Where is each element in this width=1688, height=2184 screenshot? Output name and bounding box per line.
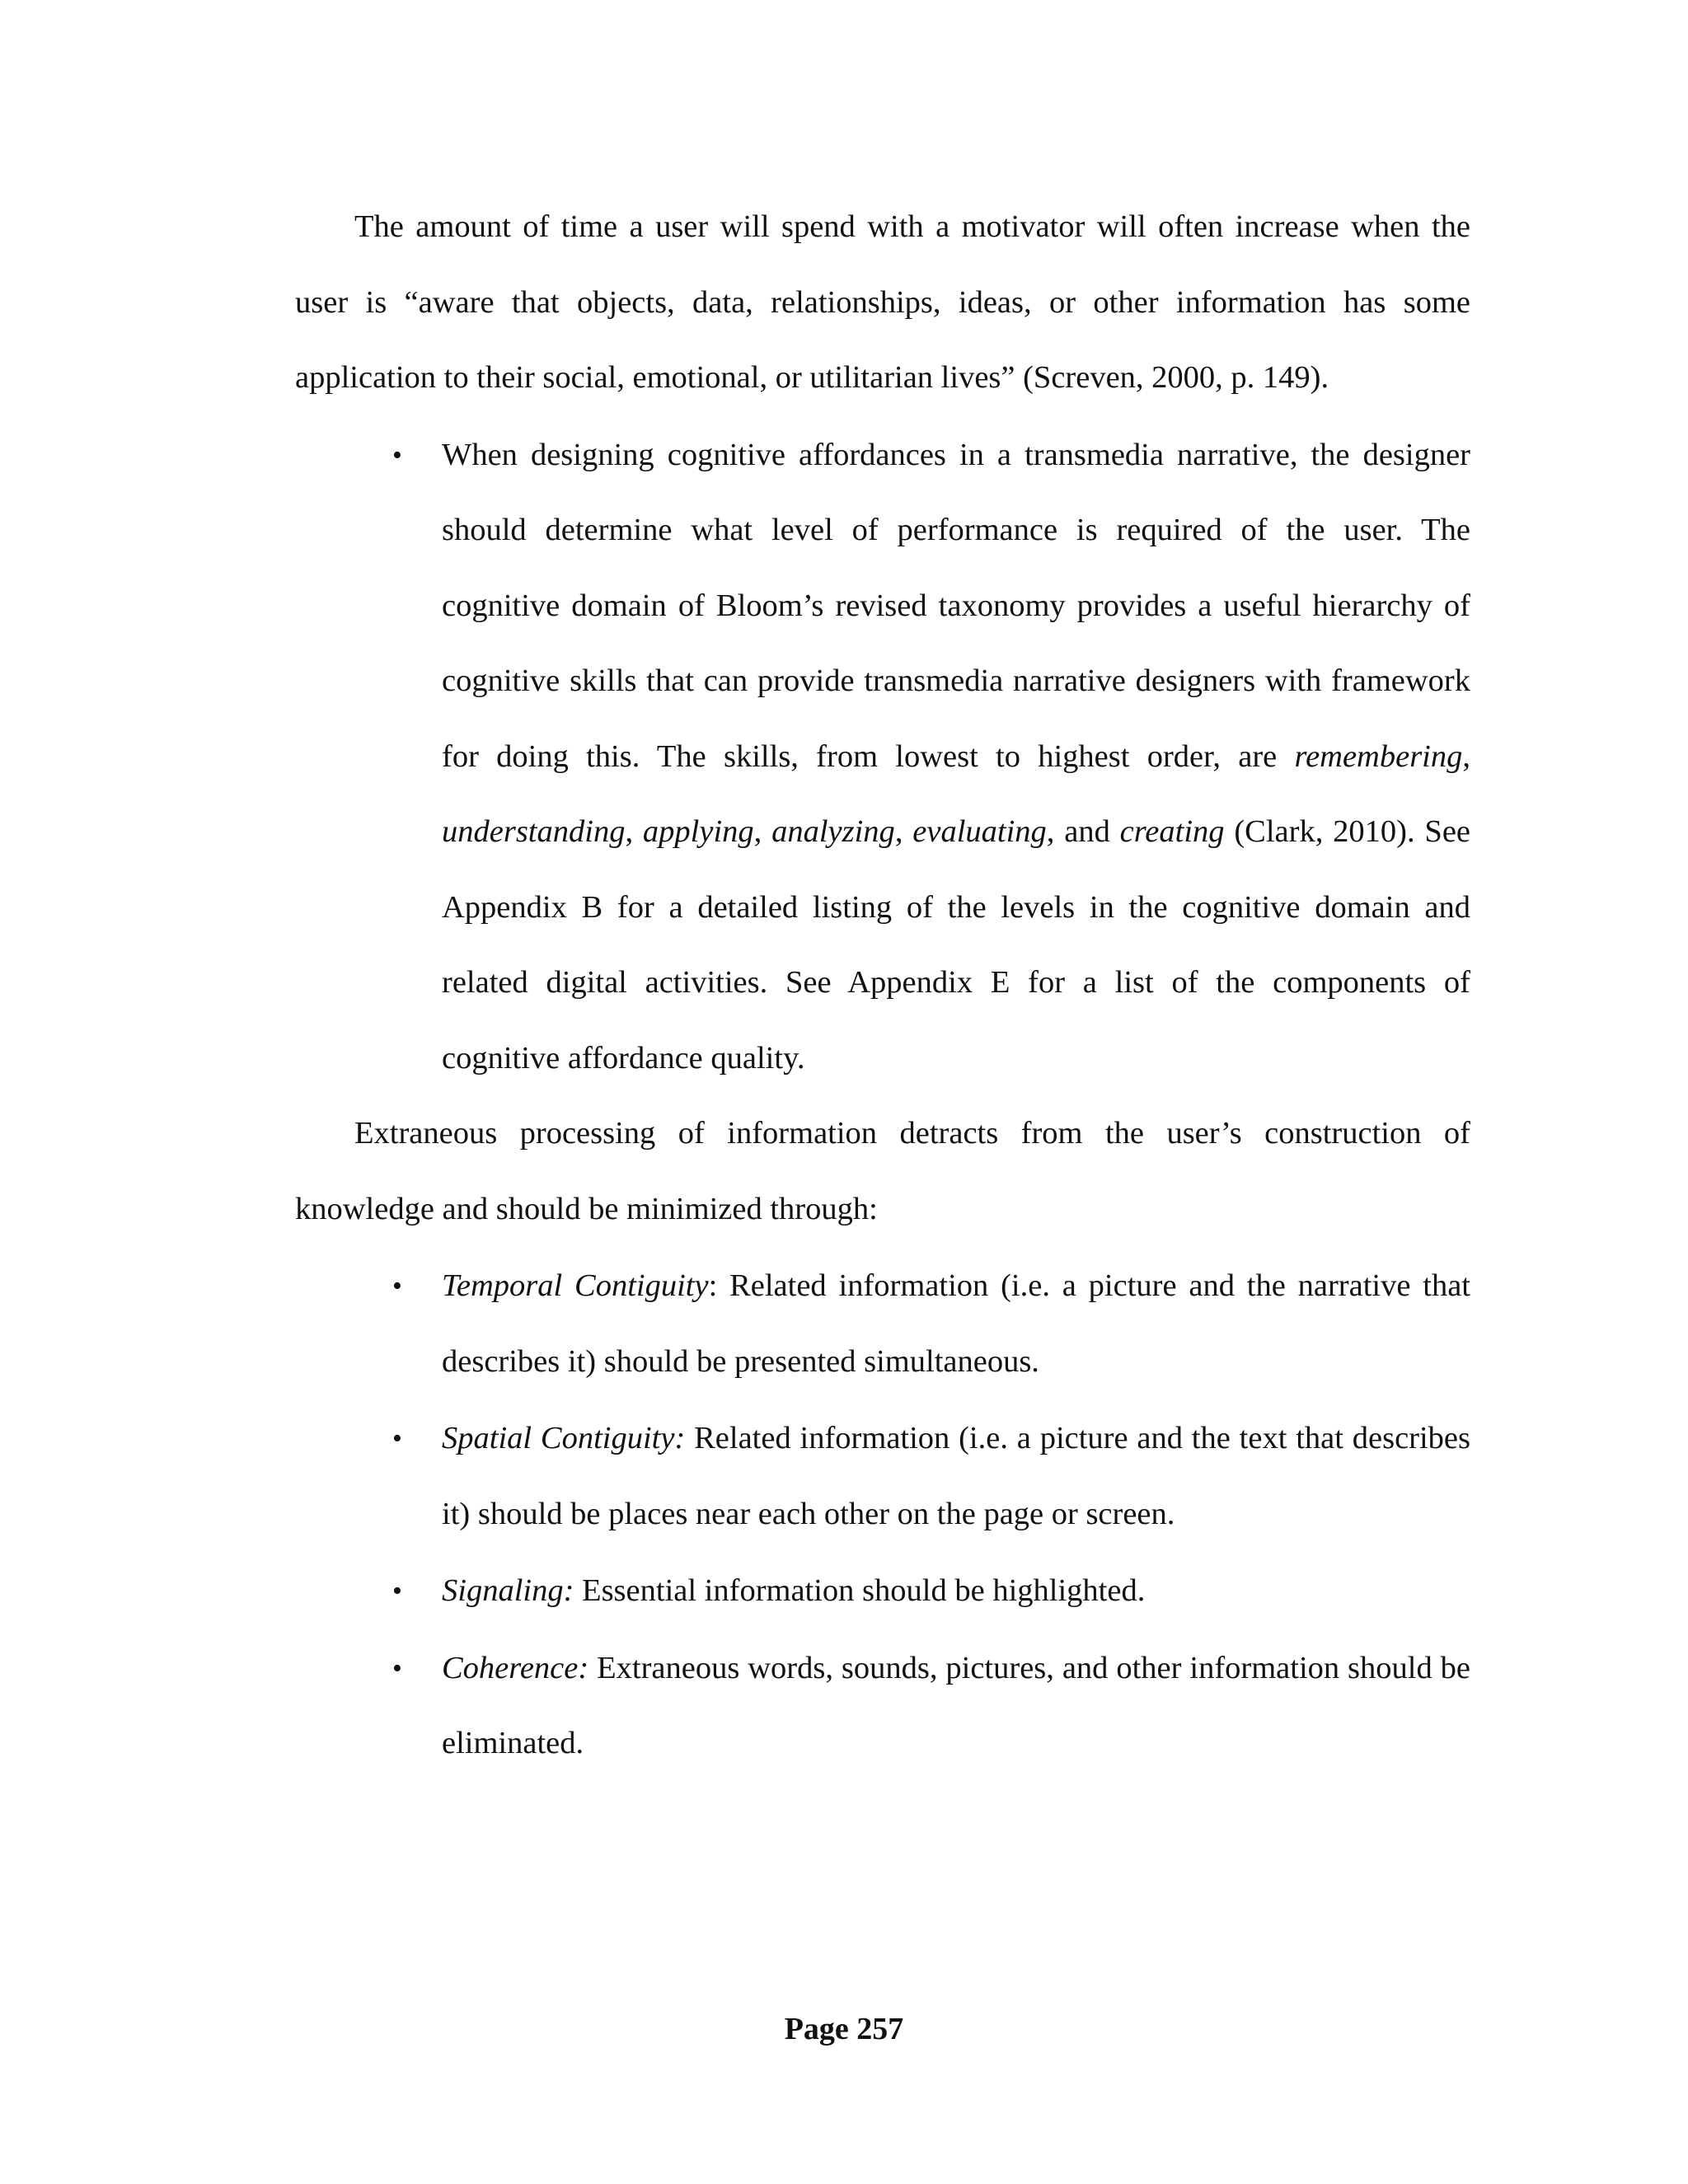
body-text	[295, 190, 1470, 1782]
principle-text: Related information (i.e. a picture and the text that describes it) should be places near each other on the page or screen.	[442, 1421, 1471, 1531]
principle-text: Extraneous words, sounds, pictures, and other information should be eliminated.	[442, 1650, 1471, 1760]
bullet-spatial-contiguity	[392, 1401, 1471, 1552]
bullet-icon: •	[392, 1271, 402, 1301]
bullet-cognitive-affordances	[392, 418, 1471, 1097]
principle-text: Related information (i.e. a picture and the narrative that describes it) should be presented simultaneous.	[442, 1268, 1470, 1379]
skill-separator: ,	[894, 814, 913, 849]
skill-creating: creating	[1119, 814, 1225, 849]
principle-term: Signaling:	[442, 1573, 574, 1608]
bullet-temporal-contiguity	[392, 1249, 1470, 1399]
skill-separator: , and	[1046, 814, 1120, 849]
bullet-text-outro: (Clark, 2010). See Appendix B for a detailed listing of the levels in the cognitive domain and related digital activities. See Appendix E for a list of the components of cognitive affordance quality.	[442, 814, 1471, 1076]
principle-term: Coherence:	[442, 1650, 589, 1685]
bullet-icon: •	[392, 439, 402, 471]
skill-separator: ,	[625, 814, 643, 849]
bullet-icon: •	[392, 1576, 402, 1606]
bullet-signaling	[392, 1554, 1470, 1629]
principle-text: Essential information should be highlighted.	[582, 1573, 1146, 1608]
principle-separator	[685, 1421, 694, 1455]
principle-term: Temporal Contiguity	[442, 1268, 709, 1303]
principle-separator	[574, 1573, 582, 1608]
skill-applying: applying	[642, 814, 754, 849]
skill-evaluating: evaluating	[912, 814, 1047, 849]
skill-separator: ,	[1462, 738, 1470, 774]
skill-analyzing: analyzing	[771, 814, 895, 849]
principle-term: Spatial Contiguity:	[442, 1421, 686, 1455]
principle-separator	[588, 1651, 597, 1685]
bullet-icon: •	[392, 1423, 402, 1454]
bullet-list-principles	[295, 1249, 1470, 1782]
bullet-list-cognitive	[295, 418, 1470, 1097]
bullet-coherence	[392, 1631, 1471, 1782]
skill-separator: ,	[753, 814, 772, 849]
skill-understanding: understanding	[442, 814, 626, 849]
principle-separator: :	[708, 1268, 730, 1303]
paragraph-extraneous: Extraneous processing of information detracts from the user’s construction of knowledge and should be minimized through:	[295, 1116, 1470, 1226]
bullet-icon: •	[392, 1652, 402, 1684]
paragraph-motivator: The amount of time a user will spend with a motivator will often increase when the user is “aware that objects, data, relationships, ideas, or other information has some application to their social, emotional, or utilitarian lives” (Screven, 2000, p. 149).	[295, 209, 1470, 395]
bullet-text-intro: When designing cognitive affordances in a transmedia narrative, the designer should determine what level of performance is required of the user. The cognitive domain of Bloom’s revised taxonomy provides a useful hierarchy of cognitive skills that can provide transmedia narrative designers with framework for doing this. The skills, from lowest to highest order, are	[442, 437, 1470, 774]
page-number: Page 257	[784, 2012, 904, 2046]
skill-remembering: remembering	[1294, 738, 1463, 774]
